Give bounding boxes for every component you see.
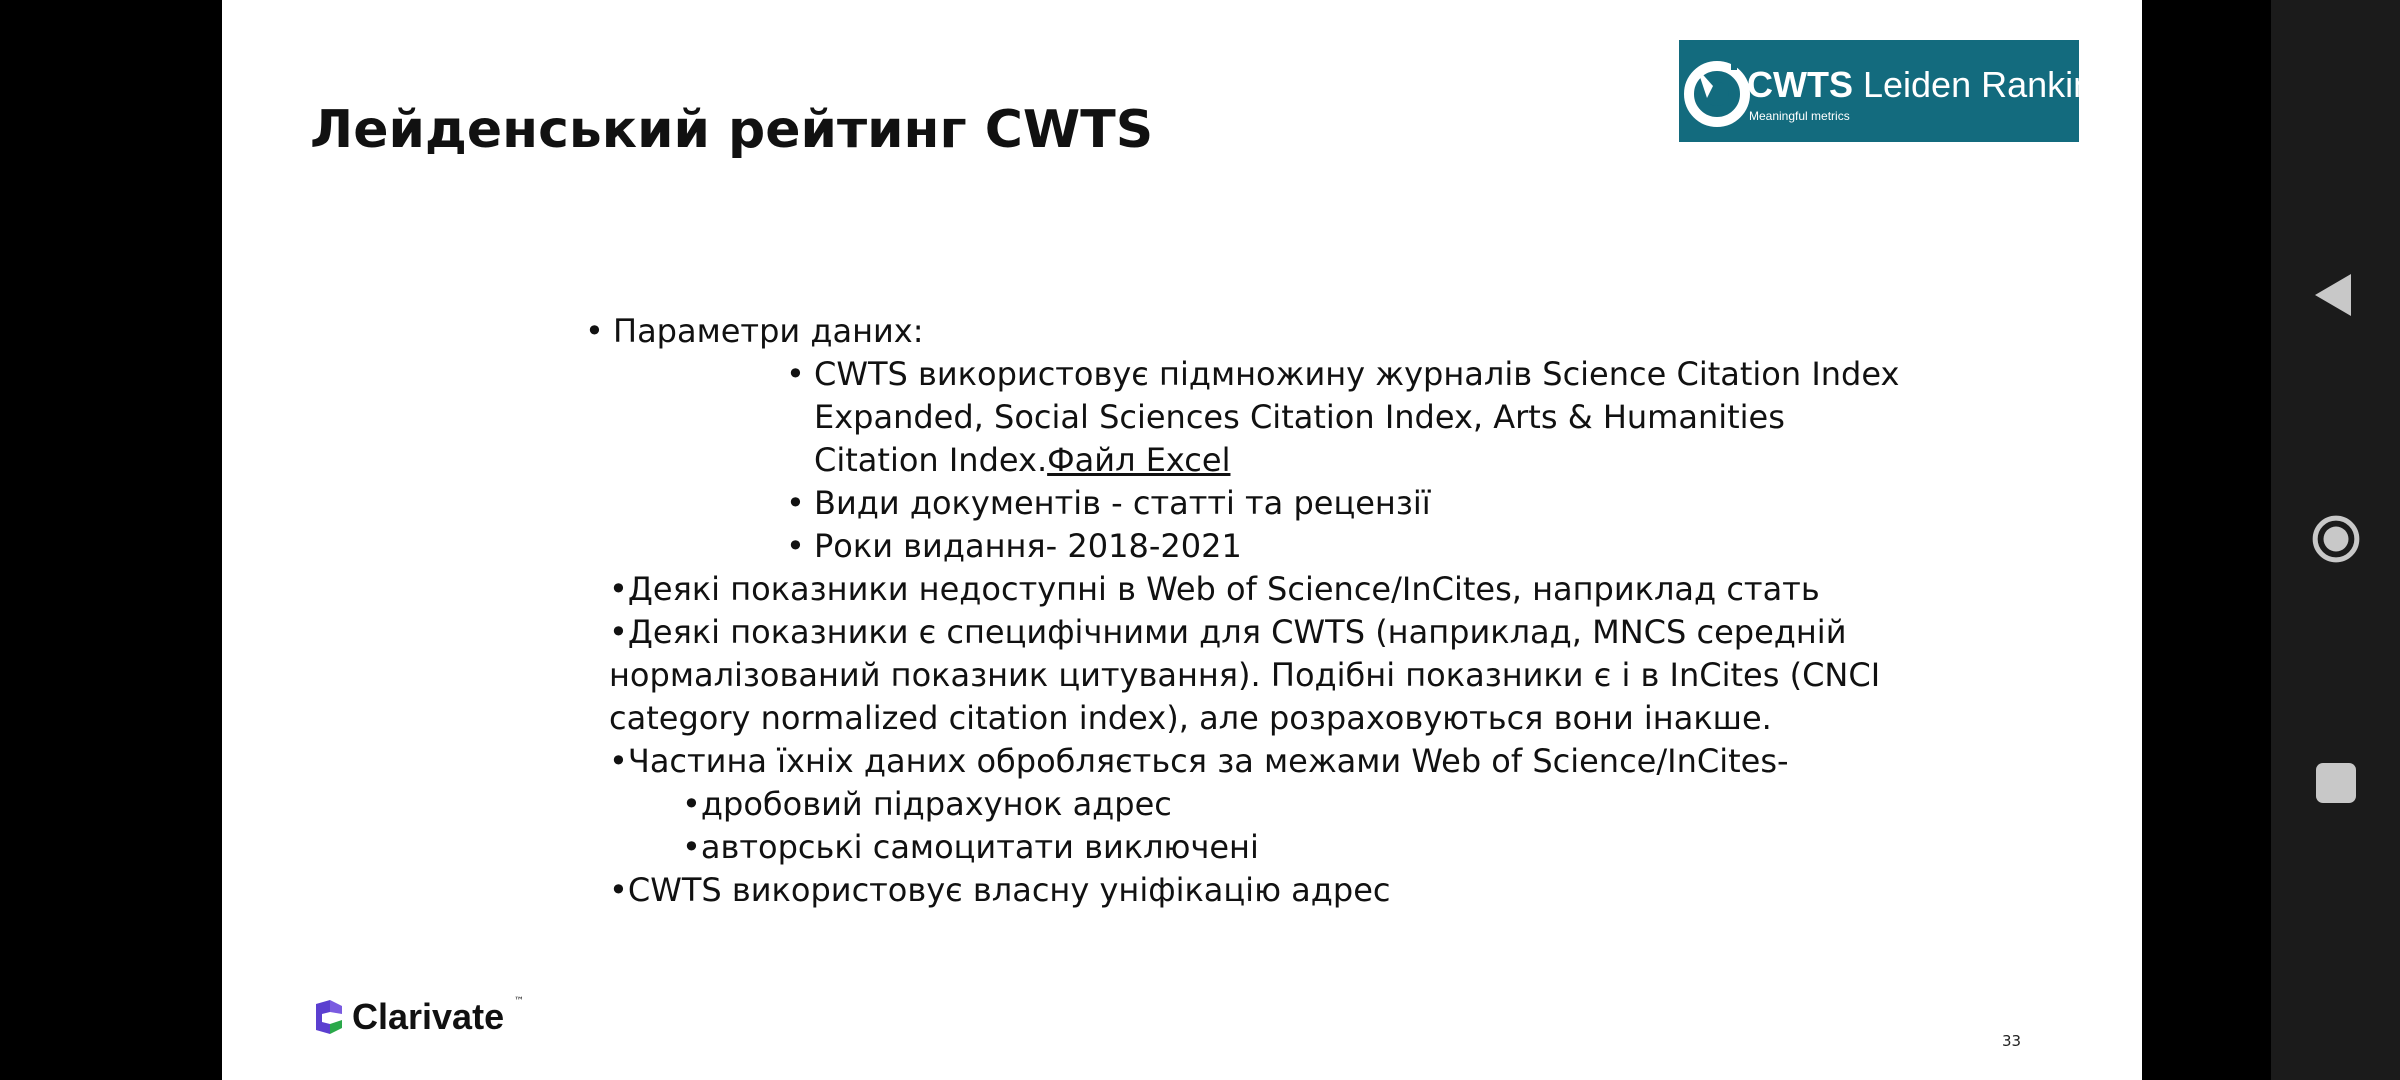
text-line: Citation Index.Файл Excel <box>814 441 1231 479</box>
text-line: •Деякі показники недоступні в Web of Science/InCites, наприклад стать <box>609 570 1820 608</box>
text-line: •Частина їхніх даних обробляється за межами Web of Science/InCites- <box>609 742 1789 780</box>
text-line: Expanded, Social Sciences Citation Index, Arts & Humanities <box>814 398 1785 436</box>
back-triangle-icon[interactable] <box>2311 270 2361 320</box>
logo-text: CWTS Leiden Ranking <box>1747 64 2114 105</box>
bullet-line: • Параметри даних: <box>585 312 924 350</box>
trademark-symbol: ™ <box>514 996 524 1007</box>
text-line: •дробовий підрахунок адрес <box>682 785 1172 823</box>
text-line: •Деякі показники є специфічними для CWTS (наприклад, MNCS середній <box>609 613 1847 651</box>
bullet-line: • Роки видання- 2018-2021 <box>786 527 1242 565</box>
clarivate-mark-icon <box>310 998 346 1036</box>
text-line: нормалізований показник цитування). Подібні показники є і в InCites (CNCI <box>609 656 1881 694</box>
text-line: category normalized citation index), але розраховуються вони інакше. <box>609 699 1772 737</box>
bullet-line: • Види документів - статті та рецензії <box>786 484 1431 522</box>
clarivate-wordmark: Clarivate <box>352 996 505 1037</box>
excel-file-link[interactable]: Файл Excel <box>1047 441 1231 479</box>
home-circle-icon[interactable] <box>2311 514 2361 564</box>
android-navigation-bar <box>2271 0 2400 1080</box>
recents-square-icon[interactable] <box>2311 758 2361 808</box>
cwts-emblem-icon <box>1687 46 1751 134</box>
slide-page-number: 33 <box>2002 1032 2022 1050</box>
slide-title: Лейденський рейтинг CWTS <box>310 100 1154 160</box>
bullet-line: • CWTS використовує підмножину журналів Science Citation Index <box>786 355 1900 393</box>
text-line: •авторські самоцитати виключені <box>682 828 1259 866</box>
presentation-slide <box>222 0 2142 1080</box>
text-line: •CWTS використовує власну уніфікацію адрес <box>609 871 1391 909</box>
cwts-leiden-ranking-logo <box>1679 40 2114 142</box>
logo-tagline: Meaningful metrics <box>1749 109 1850 123</box>
